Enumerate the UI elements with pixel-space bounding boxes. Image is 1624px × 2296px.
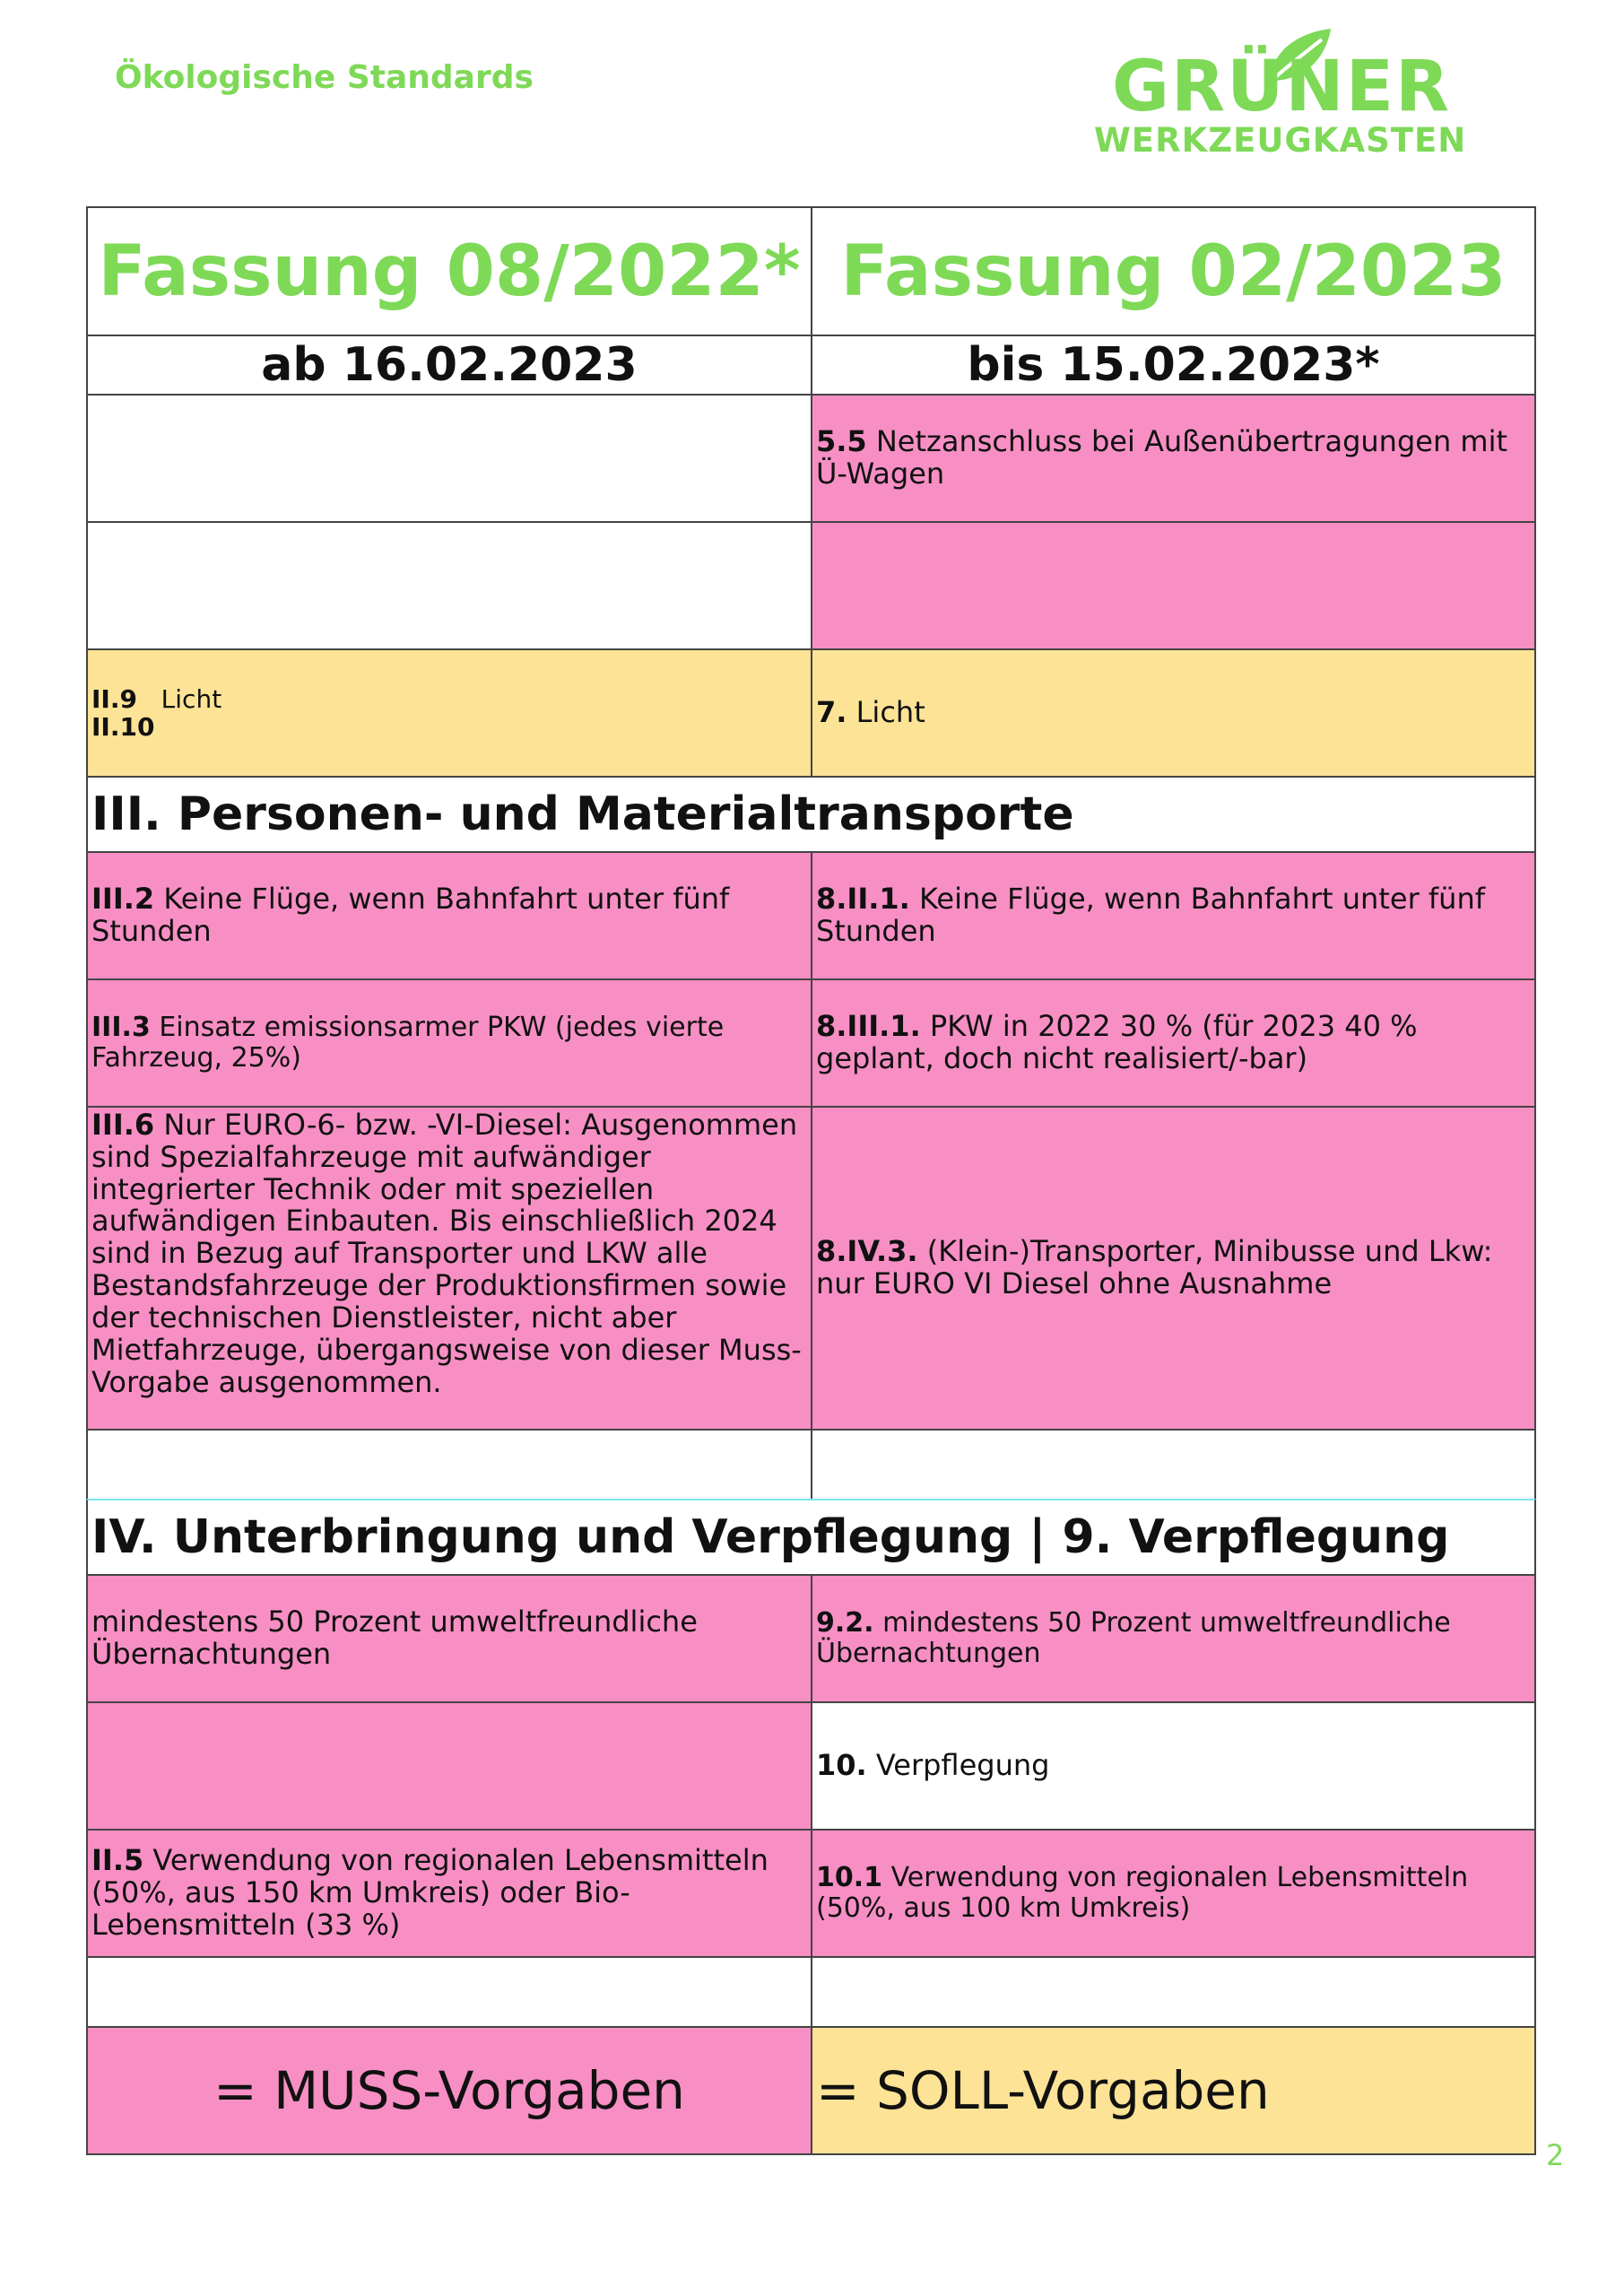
left-date-heading: ab 16.02.2023 bbox=[86, 335, 812, 396]
table-cell bbox=[811, 394, 1536, 523]
item-text: Verpflegung bbox=[875, 1748, 1050, 1783]
item-text: Einsatz emissionsarmer PKW (jedes vierte Fahrzeug, 25%) bbox=[91, 1012, 725, 1074]
table-cell-empty bbox=[86, 521, 812, 650]
table-row bbox=[86, 1829, 1536, 1956]
item-number: 8.II.1. bbox=[816, 882, 910, 917]
item-text: mindestens 50 Prozent umweltfreundliche Übernachtungen bbox=[91, 1605, 698, 1671]
table-row-dates bbox=[86, 335, 1536, 394]
item-text: PKW in 2022 30 % (für 2023 40 % geplant, doch nicht realisiert/-bar) bbox=[816, 1009, 1418, 1075]
table-row-section bbox=[86, 776, 1536, 851]
table-cell bbox=[811, 1829, 1536, 1958]
table-cell bbox=[86, 978, 812, 1108]
table-row bbox=[86, 978, 1536, 1106]
item-text: Licht bbox=[855, 695, 925, 730]
table-cell bbox=[86, 648, 812, 778]
item-number: III.2 bbox=[91, 882, 155, 917]
table-cell bbox=[811, 1106, 1536, 1431]
item-number: 10. bbox=[816, 1748, 867, 1783]
table-row bbox=[86, 1956, 1536, 2026]
item-number: 8.IV.3. bbox=[816, 1234, 918, 1269]
item-number: 9.2. bbox=[816, 1607, 874, 1639]
table-cell bbox=[86, 1574, 812, 1703]
table-cell bbox=[811, 851, 1536, 980]
item-text: Verwendung von regionalen Lebensmitteln (50%, aus 150 km Umkreis) oder Bio-Lebensmitteln (33 %) bbox=[91, 1843, 769, 1942]
table-cell-empty bbox=[811, 521, 1536, 650]
table-cell bbox=[811, 1701, 1536, 1831]
item-number: 7. bbox=[816, 695, 847, 730]
legend-soll: = SOLL-Vorgaben bbox=[811, 2026, 1536, 2155]
table-cell-empty bbox=[86, 1429, 812, 1500]
item-text: Verwendung von regionalen Lebensmitteln (50%, aus 100 km Umkreis) bbox=[816, 1862, 1469, 1924]
item-number: 8.III.1. bbox=[816, 1009, 921, 1044]
table-row bbox=[86, 1106, 1536, 1429]
item-number: III.3 bbox=[91, 1012, 151, 1044]
table-row bbox=[86, 851, 1536, 978]
table-cell bbox=[811, 648, 1536, 778]
table-cell-empty bbox=[86, 394, 812, 523]
table-cell-empty bbox=[811, 1429, 1536, 1500]
header-title: Ökologische Standards bbox=[115, 59, 534, 96]
legend-muss: = MUSS-Vorgaben bbox=[86, 2026, 812, 2155]
item-number: II.9 bbox=[91, 683, 137, 714]
right-date-heading: bis 15.02.2023* bbox=[811, 335, 1536, 396]
standards-table bbox=[86, 206, 1536, 2153]
right-version-heading: Fassung 02/2023 bbox=[811, 206, 1536, 336]
table-row-versions bbox=[86, 206, 1536, 335]
logo-line2: WERKZEUGKASTEN bbox=[1094, 121, 1467, 160]
item-number: 5.5 bbox=[816, 424, 867, 458]
item-text: Nur EURO-6- bzw. -VI-Diesel: Ausgenommen sind Spezialfahrzeuge mit aufwändiger integrierter Technik oder mit speziellen aufwändigen Einbauten. Bis einschließlich 2024 sind in Bezug auf Transporter und LKW alle Bestandsfahrzeuge der Produktionsfirmen sowie der technischen Dienstleister, nicht aber Mietfahrzeuge, übergangsweise von dieser Muss-Vorgabe ausgenommen. bbox=[91, 1108, 802, 1399]
logo bbox=[1094, 27, 1515, 161]
table-cell bbox=[86, 851, 812, 980]
item-text: Netzanschluss bei Außenübertragungen mit Ü-Wagen bbox=[816, 424, 1507, 491]
item-text: (Klein-)Transporter, Minibusse und Lkw: nur EURO VI Diesel ohne Ausnahme bbox=[816, 1234, 1493, 1300]
table-row-section bbox=[86, 1499, 1536, 1574]
table-cell bbox=[86, 1829, 812, 1958]
left-version-heading: Fassung 08/2022* bbox=[86, 206, 812, 336]
table-row bbox=[86, 1429, 1536, 1499]
legend-row bbox=[86, 2026, 1536, 2153]
table-cell-empty bbox=[86, 1701, 812, 1831]
section-heading: III. Personen- und Materialtransporte bbox=[86, 776, 1536, 853]
table-cell-empty bbox=[811, 1956, 1536, 2028]
table-cell bbox=[811, 978, 1536, 1108]
item-number: III.6 bbox=[91, 1108, 155, 1142]
table-cell-empty bbox=[86, 1956, 812, 2028]
item-number: II.10 bbox=[91, 712, 155, 742]
table-row bbox=[86, 521, 1536, 648]
item-text: mindestens 50 Prozent umweltfreundliche Übernachtungen bbox=[816, 1607, 1451, 1669]
table-row bbox=[86, 1701, 1536, 1829]
section-heading: IV. Unterbringung und Verpflegung | 9. Verpflegung bbox=[86, 1499, 1536, 1576]
table-row bbox=[86, 394, 1536, 521]
item-number: II.5 bbox=[91, 1843, 144, 1878]
item-text: Keine Flüge, wenn Bahnfahrt unter fünf Stunden bbox=[816, 882, 1485, 948]
table-row bbox=[86, 648, 1536, 776]
item-number: 10.1 bbox=[816, 1862, 883, 1894]
table-cell bbox=[86, 1106, 812, 1431]
table-cell bbox=[811, 1574, 1536, 1703]
table-row bbox=[86, 1574, 1536, 1701]
item-text: Licht bbox=[161, 683, 222, 714]
item-text: Keine Flüge, wenn Bahnfahrt unter fünf Stunden bbox=[91, 882, 730, 948]
page-number: 2 bbox=[1546, 2138, 1565, 2172]
logo-line1: GRÜNER bbox=[1112, 47, 1452, 127]
